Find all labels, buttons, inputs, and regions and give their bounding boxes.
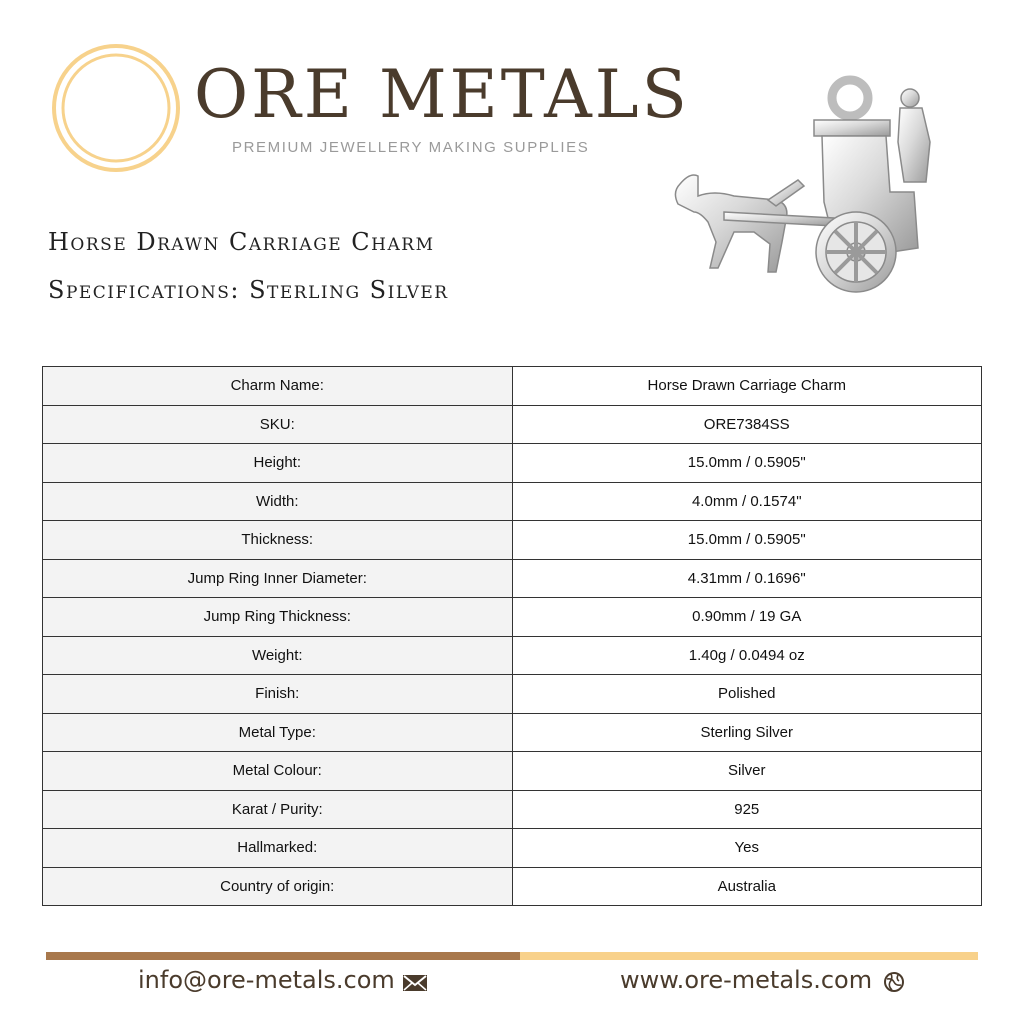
envelope-icon	[402, 973, 428, 993]
footer-bar-right	[520, 952, 978, 960]
spec-row	[43, 598, 982, 637]
spec-row	[43, 829, 982, 868]
spec-value: Polished	[512, 675, 982, 714]
spec-label: Hallmarked:	[43, 829, 513, 868]
spec-label: Charm Name:	[43, 367, 513, 406]
footer-bar-left	[46, 952, 520, 960]
spec-value: 15.0mm / 0.5905"	[512, 444, 982, 483]
spec-label: Metal Type:	[43, 713, 513, 752]
spec-label: Thickness:	[43, 521, 513, 560]
brand-tagline: PREMIUM JEWELLERY MAKING SUPPLIES	[232, 139, 590, 156]
footer-website-link[interactable]: www.ore-metals.com	[620, 966, 873, 994]
spec-row	[43, 482, 982, 521]
spec-value: Sterling Silver	[512, 713, 982, 752]
spec-label: Metal Colour:	[43, 752, 513, 791]
spec-row	[43, 752, 982, 791]
spec-label: Country of origin:	[43, 867, 513, 906]
spec-row	[43, 675, 982, 714]
spec-value: Silver	[512, 752, 982, 791]
spec-row	[43, 636, 982, 675]
spec-label: Width:	[43, 482, 513, 521]
spec-label: Height:	[43, 444, 513, 483]
spec-value: 4.31mm / 0.1696"	[512, 559, 982, 598]
spec-label: Karat / Purity:	[43, 790, 513, 829]
spec-value: Australia	[512, 867, 982, 906]
specifications-table	[42, 366, 982, 906]
spec-value: 4.0mm / 0.1574"	[512, 482, 982, 521]
logo-ring-icon	[50, 42, 182, 174]
spec-row	[43, 521, 982, 560]
spec-value: Horse Drawn Carriage Charm	[512, 367, 982, 406]
spec-row	[43, 790, 982, 829]
product-title: Horse Drawn Carriage Charm	[48, 228, 435, 256]
spec-value: Yes	[512, 829, 982, 868]
footer-email-link[interactable]: info@ore-metals.com	[138, 966, 395, 994]
spec-row	[43, 444, 982, 483]
spec-label: Jump Ring Thickness:	[43, 598, 513, 637]
product-spec-line: Specifications: Sterling Silver	[48, 276, 449, 304]
brand-name: ORE METALS	[194, 56, 690, 133]
spec-label: Jump Ring Inner Diameter:	[43, 559, 513, 598]
globe-icon	[882, 970, 906, 994]
spec-value: 1.40g / 0.0494 oz	[512, 636, 982, 675]
spec-row	[43, 867, 982, 906]
spec-row	[43, 367, 982, 406]
spec-row	[43, 405, 982, 444]
spec-value: 0.90mm / 19 GA	[512, 598, 982, 637]
spec-value: ORE7384SS	[512, 405, 982, 444]
spec-value: 15.0mm / 0.5905"	[512, 521, 982, 560]
spec-label: Weight:	[43, 636, 513, 675]
spec-row	[43, 713, 982, 752]
spec-row	[43, 559, 982, 598]
spec-value: 925	[512, 790, 982, 829]
spec-label: Finish:	[43, 675, 513, 714]
horse-carriage-charm-image	[664, 72, 946, 300]
spec-label: SKU:	[43, 405, 513, 444]
